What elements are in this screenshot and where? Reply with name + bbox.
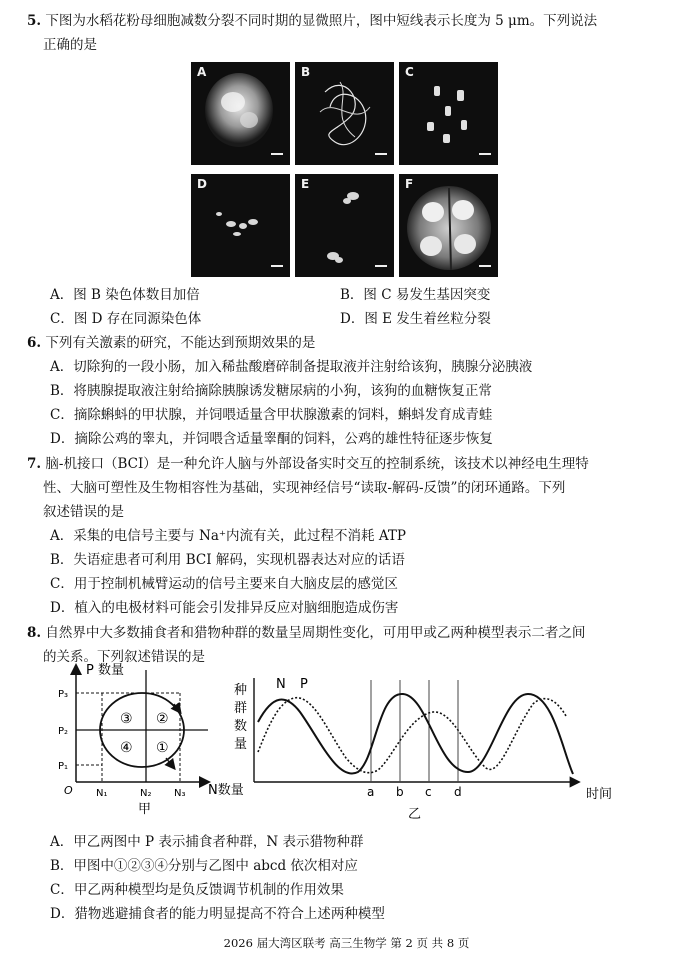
- q6-stem-text: 下列有关激素的研究，不能达到预期效果的是: [45, 335, 316, 351]
- micrograph-panel-b: [295, 62, 394, 165]
- yi-xlabel: 时间: [586, 787, 613, 802]
- jia-quadrant-4: ④: [120, 740, 133, 756]
- q7-option-b[interactable]: B．失语症患者可利用 BCI 解码，实现机器表达对应的话语: [50, 552, 405, 568]
- yi-curve-n: [258, 694, 573, 774]
- jia-tick-n3: N₃: [174, 788, 186, 799]
- q6-option-c[interactable]: C．摘除蝌蚪的甲状腺，并饲喂适量含甲状腺激素的饲料，蝌蚪发育成青蛙: [50, 407, 493, 423]
- scale-bar-e: [375, 265, 387, 267]
- q5-option-c[interactable]: C．图 D 存在同源染色体: [50, 311, 202, 327]
- jia-tick-p1: P₁: [58, 761, 69, 772]
- q5-micrograph-grid: [191, 62, 504, 280]
- scale-bar-b: [375, 153, 387, 155]
- yi-time-mark-b: b: [396, 785, 404, 799]
- jia-quadrant-1: ①: [156, 740, 169, 756]
- jia-tick-p2: P₂: [58, 726, 69, 737]
- yi-ylabel-char-2: 群: [234, 701, 248, 716]
- q7-option-c[interactable]: C．用于控制机械臂运动的信号主要来自大脑皮层的感觉区: [50, 576, 398, 592]
- cell-image-e: [295, 174, 394, 277]
- scale-bar-c: [479, 153, 491, 155]
- jia-tick-n2: N₂: [140, 788, 152, 799]
- panel-label-c: C: [405, 65, 414, 79]
- micrograph-panel-a: [191, 62, 290, 165]
- q8-stem-line1: [27, 624, 585, 642]
- q6-number: 6.: [27, 335, 42, 351]
- q7-stem-line1: [27, 455, 589, 473]
- yi-ylabel-char-3: 数: [234, 719, 248, 734]
- jia-origin: O: [64, 784, 73, 797]
- cell-image-f: [399, 174, 498, 277]
- jia-xlabel: N数量: [208, 783, 244, 798]
- q5-stem-line2: 正确的是: [43, 37, 97, 53]
- q8-number: 8.: [27, 625, 42, 641]
- q5-stem-line1: [27, 12, 597, 30]
- q5-option-a[interactable]: A．图 B 染色体数目加倍: [50, 287, 200, 303]
- q6-option-d[interactable]: D．摘除公鸡的睾丸，并饲喂含适量睾酮的饲料，公鸡的雄性特征逐步恢复: [50, 431, 493, 447]
- yi-time-mark-c: c: [425, 785, 432, 799]
- q5-option-d[interactable]: D．图 E 发生着丝粒分裂: [340, 311, 491, 327]
- yi-curve-label-p: P: [300, 677, 308, 692]
- q8-stem-line2: 的关系。下列叙述错误的是: [43, 649, 205, 665]
- panel-label-e: E: [301, 177, 310, 191]
- yi-ylabel-char-4: 量: [234, 737, 248, 752]
- q8-option-d[interactable]: D．猎物逃避捕食者的能力明显提高不符合上述两种模型: [50, 906, 385, 922]
- jia-quadrant-2: ②: [156, 711, 169, 727]
- jia-tick-p3: P₃: [58, 689, 69, 700]
- scale-bar-a: [271, 153, 283, 155]
- micrograph-panel-c: [399, 62, 498, 165]
- jia-caption: 甲: [138, 802, 152, 817]
- micrograph-panel-f: [399, 174, 498, 277]
- q8-option-c[interactable]: C．甲乙两种模型均是负反馈调节机制的作用效果: [50, 882, 344, 898]
- q8-stem-text: 自然界中大多数捕食者和猎物种群的数量呈周期性变化，可用甲或乙两种模型表示二者之间: [45, 625, 586, 641]
- q7-option-d[interactable]: D．植入的电极材料可能会引发排异反应对脑细胞造成伤害: [50, 600, 399, 616]
- page-footer: 2026 届大湾区联考 高三生物学 第 2 页 共 8 页: [223, 936, 470, 950]
- q5-stem-text: 下图为水稻花粉母细胞减数分裂不同时期的显微照片，图中短线表示长度为 5 μm。下列说法: [45, 13, 598, 29]
- q5-number: 5.: [27, 13, 42, 29]
- jia-tick-n1: N₁: [96, 788, 108, 799]
- q7-stem-line3: 叙述错误的是: [43, 504, 124, 520]
- q7-option-a[interactable]: A．采集的电信号主要与 Na⁺内流有关，此过程不消耗 ATP: [50, 528, 406, 544]
- micrograph-panel-d: [191, 174, 290, 277]
- yi-caption: 乙: [408, 807, 422, 822]
- yi-ylabel-char-1: 种: [234, 683, 248, 698]
- panel-label-f: F: [405, 177, 414, 191]
- panel-label-b: B: [301, 65, 311, 79]
- scale-bar-f: [479, 265, 491, 267]
- q5-option-b[interactable]: B．图 C 易发生基因突变: [340, 287, 491, 303]
- yi-time-mark-d: d: [454, 785, 462, 799]
- q6-stem: [27, 334, 315, 352]
- jia-quadrant-3: ③: [120, 711, 133, 727]
- q7-stem-line2: 性、大脑可塑性及生物相容性为基础，实现神经信号“读取-解码-反馈”的闭环通路。下列: [43, 480, 566, 496]
- yi-time-mark-a: a: [367, 785, 375, 799]
- scale-bar-d: [271, 265, 283, 267]
- q8-option-b[interactable]: B．甲图中①②③④分别与乙图中 abcd 依次相对应: [50, 858, 358, 874]
- yi-curve-label-n: N: [276, 677, 286, 692]
- panel-label-d: D: [197, 177, 207, 191]
- panel-label-a: A: [197, 65, 207, 79]
- q6-option-b[interactable]: B．将胰腺提取液注射给摘除胰腺诱发糖尿病的小狗，该狗的血糖恢复正常: [50, 383, 492, 399]
- q8-option-a[interactable]: A．甲乙两图中 P 表示捕食者种群，N 表示猎物种群: [50, 834, 364, 850]
- jia-ylabel: P 数量: [86, 663, 124, 678]
- yi-curve-p: [258, 698, 566, 773]
- q8-figure-yi: [228, 672, 648, 824]
- q6-option-a[interactable]: A．切除狗的一段小肠，加入稀盐酸磨碎制备提取液并注射给该狗，胰腺分泌胰液: [50, 359, 533, 375]
- micrograph-panel-e: [295, 174, 394, 277]
- q7-stem-text: 脑-机接口（BCI）是一种允许人脑与外部设备实时交互的控制系统，该技术以神经电生理特: [45, 456, 589, 472]
- q7-number: 7.: [27, 456, 42, 472]
